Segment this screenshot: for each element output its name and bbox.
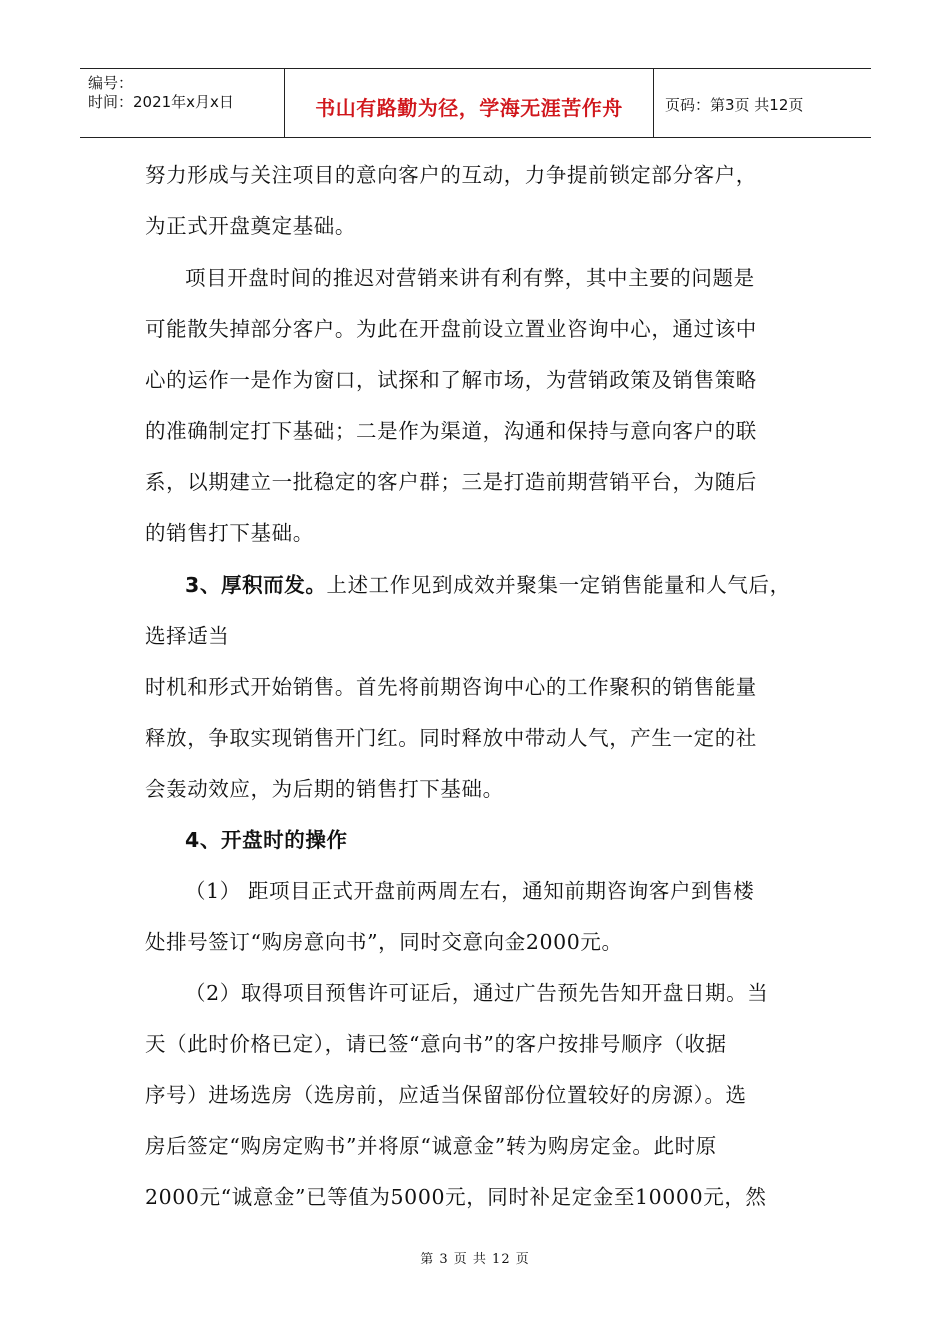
time-label: 时间：2021年x月x日 (88, 93, 234, 111)
paragraph-line: 努力形成与关注项目的意向客户的互动，力争提前锁定部分客户， (145, 163, 757, 187)
section-3-text: 上述工作见到成效并聚集一定销售能量和人气后， (326, 573, 791, 597)
paragraph-line: 选择适当 (145, 624, 230, 648)
paragraph-line: 系，以期建立一批稳定的客户群；三是打造前期营销平台，为随后 (145, 470, 757, 494)
paragraph-line: 房后签定“购房定购书”并将原“诚意金”转为购房定金。此时原 (145, 1134, 717, 1158)
paragraph-line: 处排号签订“购房意向书”，同时交意向金2000元。 (145, 930, 623, 954)
header-motto: 书山有路勤为径，学海无涯苦作舟 (315, 96, 623, 120)
paragraph-line: （2）取得项目预售许可证后，通过广告预先告知开盘日期。当 (185, 981, 769, 1005)
header-center-cell (284, 69, 654, 137)
paragraph-line: 序号）进场选房（选房前，应适当保留部份位置较好的房源）。选 (145, 1083, 747, 1107)
header-left-cell (80, 69, 284, 137)
paragraph-line: 释放，争取实现销售开门红。同时释放中带动人气，产生一定的社 (145, 726, 757, 750)
paragraph-line: 的销售打下基础。 (145, 521, 314, 545)
paragraph-line: 天（此时价格已定），请已签“意向书”的客户按排号顺序（收据 (145, 1032, 727, 1056)
section-3-heading: 3、厚积而发。 (185, 573, 327, 597)
paragraph-line: （1） 距项目正式开盘前两周左右，通知前期咨询客户到售楼 (185, 879, 755, 903)
page-footer: 第 3 页 共 12 页 (420, 1252, 530, 1267)
header-right-cell (653, 69, 871, 137)
document-header (80, 68, 871, 138)
number-label: 编号： (88, 74, 134, 92)
paragraph-line: 为正式开盘奠定基础。 (145, 214, 356, 238)
paragraph-line: 项目开盘时间的推迟对营销来讲有利有弊，其中主要的问题是 (185, 266, 755, 290)
header-page-info: 页码：第3页 共12页 (665, 96, 804, 114)
paragraph-line: 的准确制定打下基础；二是作为渠道，沟通和保持与意向客户的联 (145, 419, 757, 443)
paragraph-line: 会轰动效应，为后期的销售打下基础。 (145, 777, 504, 801)
section-3-line (185, 568, 791, 598)
paragraph-line: 心的运作一是作为窗口，试探和了解市场，为营销政策及销售策略 (145, 368, 757, 392)
paragraph-line: 时机和形式开始销售。首先将前期咨询中心的工作聚积的销售能量 (145, 675, 757, 699)
paragraph-line: 可能散失掉部分客户。为此在开盘前设立置业咨询中心，通过该中 (145, 317, 757, 341)
section-4-heading: 4、开盘时的操作 (185, 828, 348, 852)
paragraph-line: 2000元“诚意金”已等值为5000元，同时补足定金至10000元，然 (145, 1185, 767, 1209)
